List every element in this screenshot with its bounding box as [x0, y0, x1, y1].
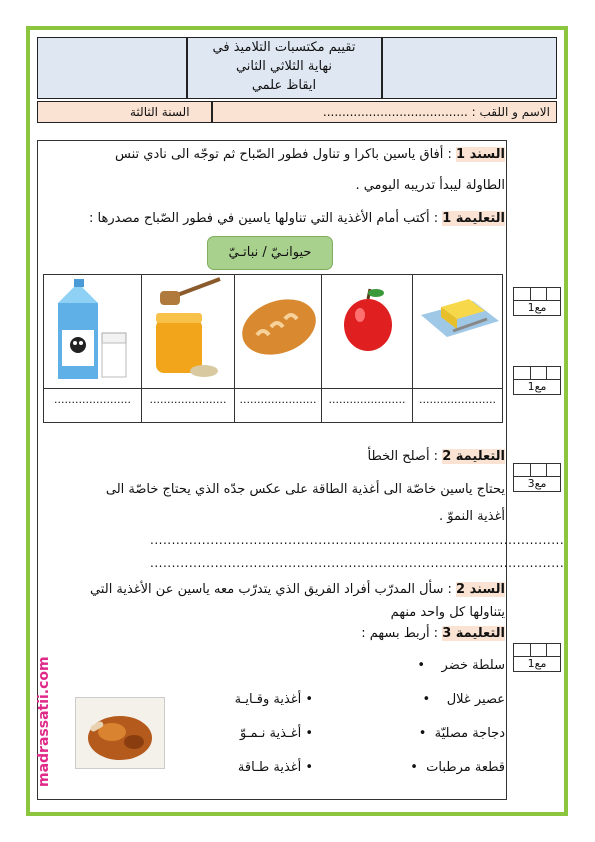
- score-box-3[interactable]: [513, 463, 561, 492]
- sanad2-text: : سأل المدرّب أفراد الفريق الذي يتدرّب معه ياسين عن الأغذية التي: [89, 582, 452, 597]
- header-line-3: ايقاظ علمي: [251, 78, 317, 93]
- watermark: [38, 625, 58, 795]
- task1-text: : أكتب أمام الأغذية التي تناولها ياسين في فطور الصّباح مصدرها :: [89, 211, 439, 226]
- task2-label: التعليمة 2: [442, 449, 505, 464]
- category-energy[interactable]: • أغذية طـاقة: [237, 760, 313, 775]
- food-images-grid: [43, 274, 503, 423]
- task1-line: [89, 211, 505, 226]
- apple-answer[interactable]: ......................: [328, 393, 406, 406]
- score-label-3: مع3: [527, 477, 547, 490]
- butter-answer[interactable]: ......................: [419, 393, 496, 406]
- food-cell-apple: [321, 275, 412, 422]
- food-cell-butter: [412, 275, 502, 422]
- honey-answer[interactable]: ......................: [149, 393, 227, 406]
- food-item-salad[interactable]: سلطة خضر •: [417, 658, 505, 673]
- task3-label: التعليمة 3: [442, 626, 505, 641]
- category-protection[interactable]: • أغذية وقـايـة: [234, 692, 313, 707]
- roast-chicken-image: [75, 697, 165, 769]
- roast-chicken-icon: [76, 698, 164, 768]
- bread-icon: [235, 275, 322, 387]
- butter-icon: [413, 275, 503, 387]
- score-box-2[interactable]: [513, 366, 561, 395]
- task2-text: : أصلح الخطأ: [367, 449, 439, 464]
- score-box-4[interactable]: [513, 643, 561, 672]
- sanad2-line2: يتناولها كل واحد منهم: [390, 605, 505, 620]
- honey-icon: [142, 275, 235, 387]
- grade-label: السنة الثالثة: [130, 105, 190, 119]
- task2-answer-line2[interactable]: ................................................................................................: [150, 556, 565, 570]
- task2-statement-line2: أغذية النموّ .: [439, 509, 505, 524]
- sanad2-line1: [90, 582, 505, 597]
- task2-line: [367, 449, 505, 464]
- bread-answer[interactable]: ......................: [239, 393, 317, 406]
- task3-text: : أربط بسهم :: [361, 626, 439, 641]
- sanad2-label: السند 2: [456, 582, 505, 597]
- sanad1-line2: الطاولة ليبدأ تدريبه اليومي .: [355, 178, 505, 193]
- milk-answer[interactable]: ......................: [54, 393, 131, 406]
- food-item-juice[interactable]: عصير غلال •: [422, 692, 505, 707]
- score-box-1[interactable]: [513, 287, 561, 316]
- sanad1-label: السند 1: [456, 147, 505, 162]
- task1-label: التعليمة 1: [442, 211, 505, 226]
- score-label-2: مع1: [527, 380, 547, 393]
- category-growth[interactable]: • أغـذية نـمـوّ: [239, 726, 313, 741]
- food-cell-milk: [44, 275, 141, 422]
- source-hint: حيوانـيّ / نباتـيّ: [207, 236, 333, 270]
- score-label-1: مع1: [527, 301, 547, 314]
- apple-icon: [322, 275, 413, 387]
- header-line-1: تقييم مكتسبات التلاميذ في: [212, 40, 356, 55]
- milk-icon: [44, 275, 141, 387]
- food-item-cake[interactable]: قطعة مرطبات •: [410, 760, 505, 775]
- task2-statement-line1: يحتاج ياسين خاصّة الى أغذية الطاقة على عكس جدّه الذي يحتاج خاصّة الى: [105, 482, 505, 497]
- food-cell-bread: [234, 275, 321, 422]
- student-info-row: [37, 101, 557, 123]
- header-box: [37, 37, 557, 99]
- sanad1-line1: [115, 147, 505, 162]
- header-line-2: نهاية الثلاثي الثاني: [235, 59, 333, 74]
- name-field[interactable]: الاسم و اللقب : ......................................: [322, 105, 550, 119]
- task2-answer-line1[interactable]: ................................................................................................: [150, 533, 565, 547]
- food-cell-honey: [141, 275, 234, 422]
- sanad1-text: : أفاق ياسين باكرا و تناول فطور الصّباح ثم توجّه الى نادي تنس: [115, 147, 452, 162]
- task3-line: [361, 626, 505, 641]
- score-label-4: مع1: [527, 657, 547, 670]
- food-item-chicken[interactable]: دجاجة مصليّة •: [418, 726, 505, 741]
- svg-text:madrassatii.com: madrassatii.com: [36, 656, 52, 787]
